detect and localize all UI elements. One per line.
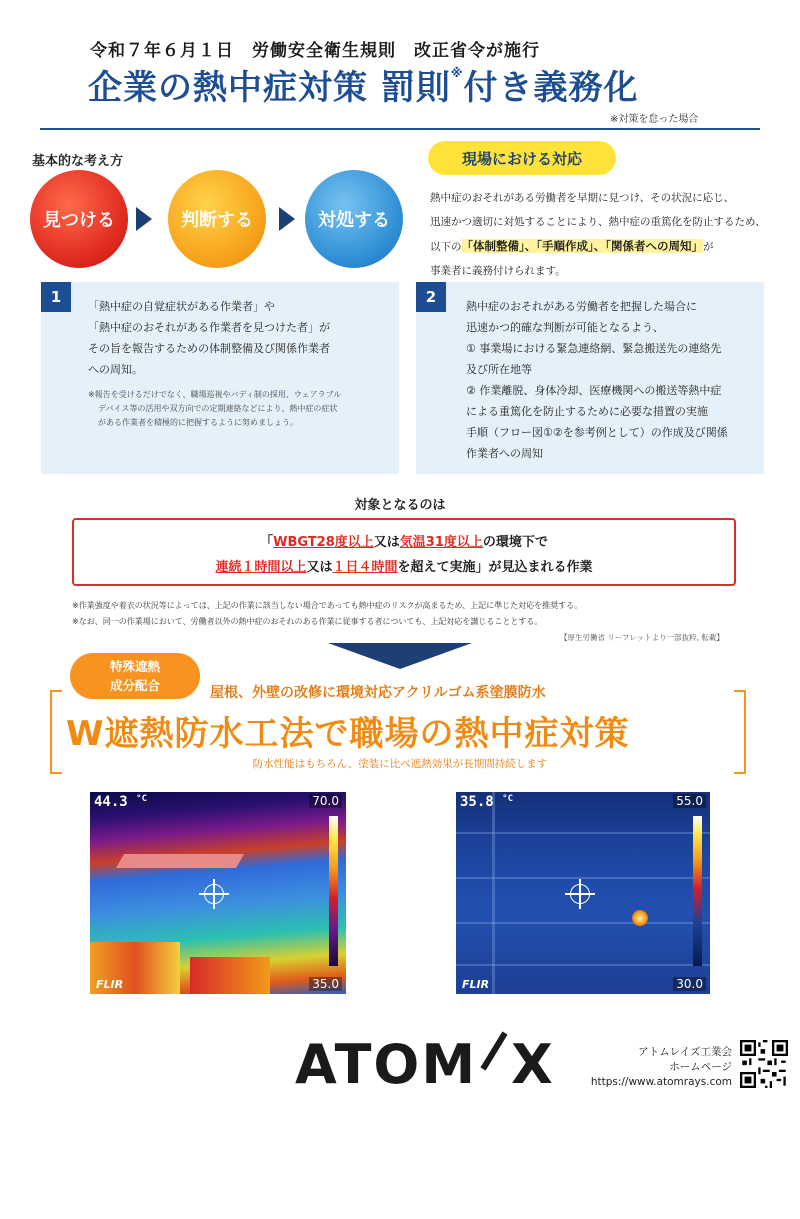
step-respond: 対処する [305, 170, 403, 268]
target-text: 「 [260, 535, 274, 550]
thermal-2-min: 30.0 [673, 977, 706, 991]
page-title [88, 60, 639, 109]
target-line-2 [72, 556, 736, 575]
target-line-1 [72, 531, 736, 550]
target-daily: １日４時間 [332, 560, 398, 575]
footnote-1: ※作業強度や着衣の状況等によっては、上記の作業に該当しない場合であっても熱中症のリスクが高まるため、上記に準じた対応を推奨する。 [72, 601, 583, 610]
step-judge: 判断する [168, 170, 266, 268]
target-box [72, 518, 736, 586]
homepage-label: ホームページ [669, 1061, 732, 1073]
crosshair-icon [570, 884, 590, 904]
req1-line: 「熱中症のおそれがある作業者を見つけた者」が [88, 321, 330, 334]
target-text: 又は [306, 560, 333, 575]
company-name: アトムレイズ工業会 [638, 1046, 732, 1058]
arrow-right-icon [136, 207, 152, 231]
qr-code-icon[interactable] [740, 1040, 788, 1088]
req1-line: への周知。 [88, 363, 143, 376]
company-info [562, 1045, 732, 1090]
promo-title: W遮熱防水工法で職場の熱中症対策 [66, 714, 630, 754]
thermal-image-before [90, 792, 346, 994]
temp-value: 44.3 [94, 794, 128, 810]
title-note: ※対策を怠った場合 [610, 114, 699, 125]
roof-hotspot [116, 854, 244, 868]
logo-slash-icon [477, 1029, 511, 1089]
requirement-number-2: 2 [416, 282, 446, 312]
req1-line: その旨を報告するための体制整備及び関係作業者 [88, 342, 330, 355]
req2-line: 作業者への周知 [466, 447, 543, 460]
title-mark: ※ [450, 66, 464, 80]
req2-line: 熱中症のおそれがある労働者を把握した場合に [466, 300, 697, 313]
header-subtitle: 令和７年６月１日 労働安全衛生規則 改正省令が施行 [90, 41, 540, 61]
req2-line: 及び所在地等 [466, 363, 532, 376]
site-line-3-post: が [703, 241, 714, 253]
homepage-url[interactable]: https://www.atomrays.com [590, 1076, 732, 1088]
crosshair-icon [204, 884, 224, 904]
requirement-number-1: 1 [41, 282, 71, 312]
source-note: 【厚生労働省 リーフレットより一部抜粋, 転載】 [560, 633, 724, 642]
site-response-text [430, 186, 770, 283]
req1-note-line: がある作業者を積極的に把握するように努めましょう。 [98, 418, 298, 427]
req2-line: ① 事業場における緊急連絡網、緊急搬送先の連絡先 [466, 342, 722, 355]
site-line-4: 事業者に義務付けられます。 [430, 265, 566, 277]
temp-unit: °C [502, 794, 513, 804]
target-text: 又は [373, 535, 400, 550]
title-end: 付き義務化 [463, 68, 639, 108]
temp-value: 35.8 [460, 794, 494, 810]
req1-note-line: ※報告を受けるだけでなく、職場巡視やバディ制の採用、ウェアラブル [88, 390, 342, 399]
target-label: 対象となるのは [354, 498, 446, 513]
target-text: を超えて実施」が見込まれる作業 [397, 560, 593, 575]
atomrays-logo [295, 1033, 555, 1103]
header-divider [40, 128, 760, 130]
site-line-2: 迅速かつ適切に対処することにより、熱中症の重篤化を防止するため、 [430, 216, 766, 228]
site-response-pill: 現場における対応 [428, 141, 616, 175]
title-main: 企業の熱中症対策 罰則 [88, 68, 451, 108]
flir-logo: FLIR [462, 978, 490, 991]
req2-line: 手順（フロー図①②を参考例として）の作成及び関係 [466, 426, 728, 439]
thermal-1-min: 35.0 [309, 977, 342, 991]
promo-caption: 防水性能はもちろん、塗装に比べ遮熱効果が長期間持続します [252, 758, 548, 770]
target-text: の環境下で [482, 535, 548, 550]
special-badge [70, 653, 200, 699]
temp-unit: °C [136, 794, 147, 804]
thermal-2-temp [460, 794, 513, 810]
target-continuous: 連続１時間以上 [215, 560, 307, 575]
req1-line: 「熱中症の自覚症状がある作業者」や [88, 300, 275, 313]
step-find: 見つける [30, 170, 128, 268]
site-highlight: 「体制整備」、「手順作成」、「関係者への周知」 [461, 239, 703, 253]
color-scale [693, 816, 702, 966]
site-line-3 [430, 234, 770, 259]
arrow-right-icon [279, 207, 295, 231]
req2-line: 迅速かつ的確な判断が可能となるよう、 [466, 321, 664, 334]
thermal-1-max: 70.0 [309, 794, 342, 808]
arrow-down-icon [328, 643, 472, 669]
basic-approach-label: 基本的な考え方 [32, 154, 124, 169]
req1-note-line: デバイス等の活用や双方向での定期連絡などにより、熱中症の症状 [98, 404, 338, 413]
promo-subtitle: 屋根、外壁の改修に環境対応アクリルゴム系塗膜防水 [210, 685, 546, 701]
site-line-1: 熱中症のおそれがある労働者を早期に見つけ、その状況に応じ、 [430, 192, 735, 204]
logo-text-end: X [511, 1033, 555, 1096]
panel-line [492, 792, 495, 994]
thermal-1-temp [94, 794, 147, 810]
req2-line: ② 作業離脱、身体冷却、医療機関への搬送等熱中症 [466, 384, 722, 397]
thermal-image-after [456, 792, 710, 994]
thermal-2-max: 55.0 [673, 794, 706, 808]
color-scale [329, 816, 338, 966]
badge-line-2: 成分配合 [109, 678, 160, 693]
hotspot-marker [632, 910, 648, 926]
target-temperature: 気温31度以上 [399, 535, 483, 550]
requirement-1-text [88, 296, 388, 380]
logo-text: ATOM [295, 1033, 478, 1096]
target-wbgt: WBGT28度以上 [273, 535, 374, 550]
site-line-3-pre: 以下の [430, 241, 462, 253]
requirement-1-note [88, 388, 393, 430]
req2-line: による重篤化を防止するために必要な措置の実施 [466, 405, 708, 418]
warm-area [190, 957, 270, 994]
footnote-2: ※なお、同一の作業場において、労働者以外の熱中症のおそれのある作業に従事する者についても、上記対応を講じることとする。 [72, 617, 543, 626]
requirement-2-text [466, 296, 756, 464]
flir-logo: FLIR [96, 978, 124, 991]
badge-line-1: 特殊遮熱 [109, 659, 160, 674]
